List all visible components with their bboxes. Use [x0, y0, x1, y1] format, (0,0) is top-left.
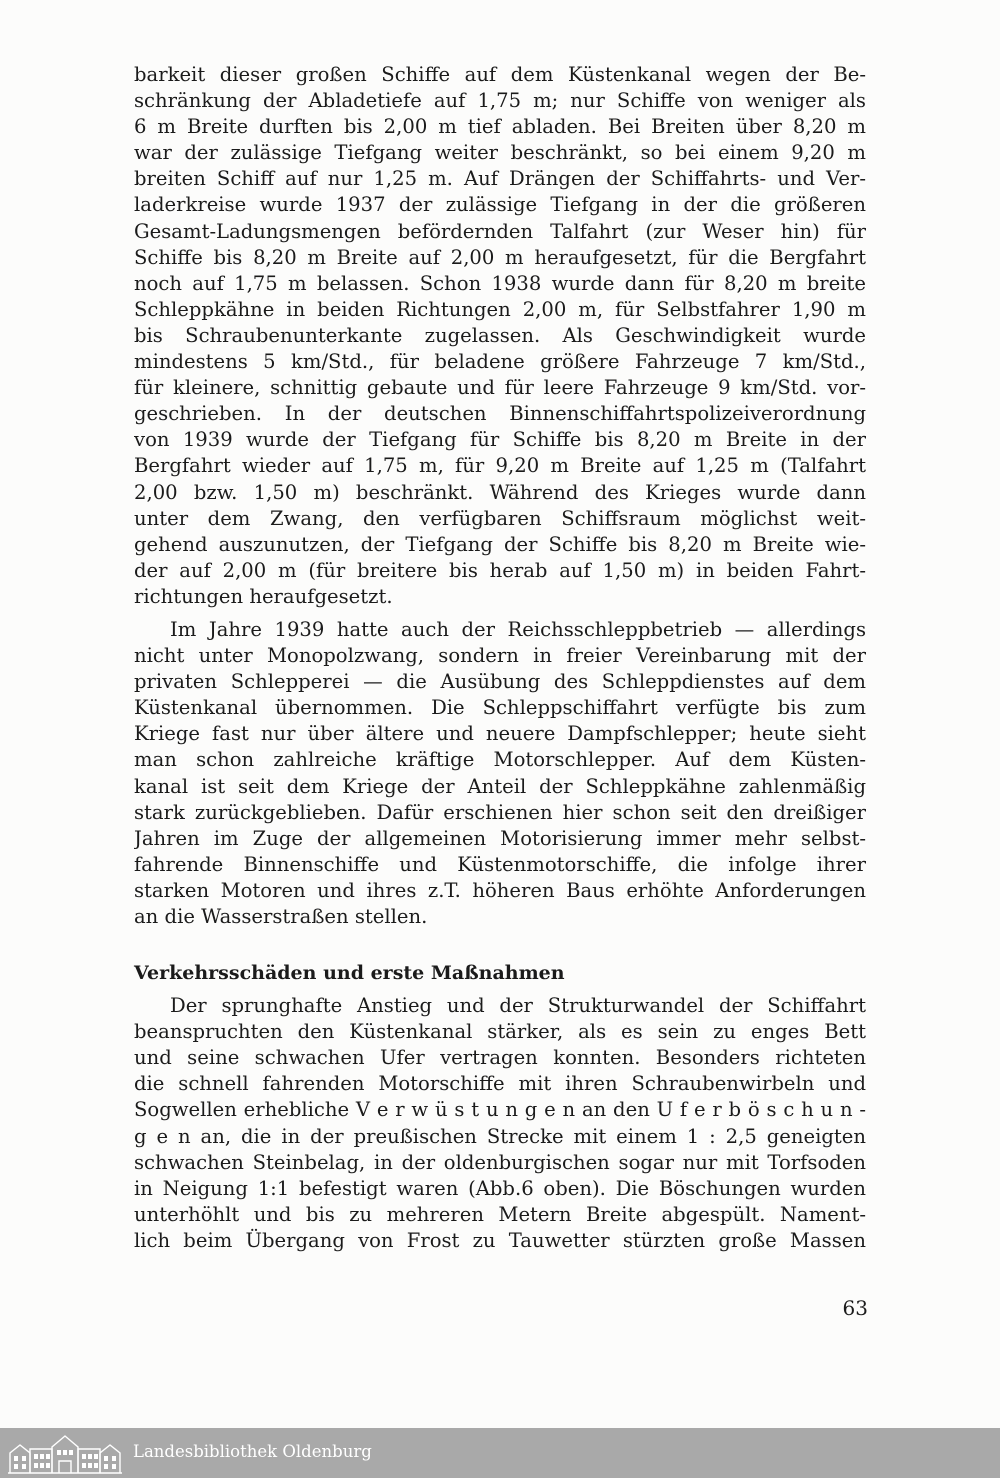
body-text: [134, 62, 866, 1254]
text-line: Jahren im Zuge der allgemeinen Motorisierung immer mehr selbst-: [134, 826, 866, 850]
text-line: war der zulässige Tiefgang weiter beschränkt, so bei einem 9,20 m: [134, 141, 866, 165]
text-line: noch auf 1,75 m belassen. Schon 1938 wurde dann für 8,20 m breite: [134, 271, 866, 295]
text-line: von 1939 wurde der Tiefgang für Schiffe bis 8,20 m Breite in der: [134, 428, 866, 452]
text-line: kanal ist seit dem Kriege der Anteil der Schleppkähne zahlenmäßig: [134, 774, 866, 798]
page-number: 63: [842, 1296, 868, 1320]
text-line: bis Schraubenunterkante zugelassen. Als Geschwindigkeit wurde: [134, 323, 866, 347]
paragraph-3: [134, 993, 866, 1254]
paragraph-1: [134, 62, 866, 610]
text-line: in Neigung 1:1 befestigt waren (Abb.6 oben). Die Böschungen wurden: [134, 1176, 866, 1200]
text-line: schränkung der Abladetiefe auf 1,75 m; nur Schiffe von weniger als: [134, 89, 866, 113]
text-line: und seine schwachen Ufer vertragen konnten. Besonders richteten: [134, 1046, 866, 1070]
text-line: Küstenkanal übernommen. Die Schleppschiffahrt verfügte bis zum: [134, 696, 866, 720]
text-line: mindestens 5 km/Std., für beladene größere Fahrzeuge 7 km/Std.,: [134, 350, 866, 374]
text-line: gehend auszunutzen, der Tiefgang der Schiffe bis 8,20 m Breite wie-: [134, 532, 866, 556]
library-footer-bar: [0, 1428, 1000, 1478]
text-line: Gesamt-Ladungsmengen befördernden Talfahrt (zur Weser hin) für: [134, 219, 866, 243]
text-line: fahrende Binnenschiffe und Küstenmotorschiffe, die infolge ihrer: [134, 852, 866, 876]
text-line: geschrieben. In der deutschen Binnenschiffahrtspolizeiverordnung: [134, 402, 866, 426]
text-line: barkeit dieser großen Schiffe auf dem Küstenkanal wegen der Be-: [134, 63, 866, 86]
text-line: Kriege fast nur über ältere und neuere Dampfschlepper; heute sieht: [134, 722, 866, 746]
paragraph-2: [134, 617, 866, 930]
section-heading: Verkehrsschäden und erste Maßnahmen: [134, 962, 565, 985]
text-line: richtungen heraufgesetzt.: [134, 584, 393, 608]
text-line: schwachen Steinbelag, in der oldenburgischen sogar nur mit Torfsoden: [134, 1150, 866, 1174]
text-line: starken Motoren und ihres z.T. höheren Baus erhöhte Anforderungen: [134, 878, 866, 902]
text-line: Schleppkähne in beiden Richtungen 2,00 m, für Selbstfahrer 1,90 m: [134, 297, 866, 321]
text-line: stark zurückgeblieben. Dafür erschienen hier schon seit den dreißiger: [134, 800, 866, 824]
text-line: lich beim Übergang von Frost zu Tauwetter stürzten große Massen: [134, 1228, 866, 1252]
text-line: Bergfahrt wieder auf 1,75 m, für 9,20 m Breite auf 1,25 m (Talfahrt: [134, 454, 866, 478]
text-line: Sogwellen erhebliche V e r w ü s t u n g e n an den U f e r b ö s c h u n -: [134, 1098, 866, 1122]
text-line: 6 m Breite durften bis 2,00 m tief abladen. Bei Breiten über 8,20 m: [134, 115, 866, 139]
text-line: privaten Schlepperei — die Ausübung des Schleppdienstes auf dem: [134, 670, 866, 694]
text-line: Im Jahre 1939 hatte auch der Reichsschleppbetrieb — allerdings: [170, 617, 866, 641]
library-building-icon: [6, 1431, 124, 1475]
text-line: unterhöhlt und bis zu mehreren Metern Breite abgespült. Nament-: [134, 1202, 866, 1226]
text-line: an die Wasserstraßen stellen.: [134, 905, 428, 928]
text-line: beanspruchten den Küstenkanal stärker, als es sein zu enges Bett: [134, 1020, 866, 1044]
text-line: man schon zahlreiche kräftige Motorschlepper. Auf dem Küsten-: [134, 748, 866, 772]
text-line: Der sprunghafte Anstieg und der Strukturwandel der Schiffahrt: [170, 994, 866, 1018]
text-line: breiten Schiff auf nur 1,25 m. Auf Drängen der Schiffahrts- und Ver-: [134, 167, 866, 191]
library-name: Landesbibliothek Oldenburg: [133, 1442, 372, 1461]
text-line: der auf 2,00 m (für breitere bis herab auf 1,50 m) in beiden Fahrt-: [134, 558, 866, 582]
text-line: die schnell fahrenden Motorschiffe mit ihren Schraubenwirbeln und: [134, 1072, 866, 1096]
text-line: nicht unter Monopolzwang, sondern in freier Vereinbarung mit der: [134, 644, 866, 668]
text-line: Schiffe bis 8,20 m Breite auf 2,00 m heraufgesetzt, für die Bergfahrt: [134, 245, 866, 269]
text-line: g e n an, die in der preußischen Strecke mit einem 1 : 2,5 geneigten: [134, 1124, 866, 1148]
text-line: unter dem Zwang, den verfügbaren Schiffsraum möglichst weit-: [134, 506, 866, 530]
text-line: laderkreise wurde 1937 der zulässige Tiefgang in der die größeren: [134, 193, 866, 217]
text-line: für kleinere, schnittig gebaute und für leere Fahrzeuge 9 km/Std. vor-: [134, 376, 866, 400]
text-line: 2,00 bzw. 1,50 m) beschränkt. Während des Krieges wurde dann: [134, 480, 866, 504]
